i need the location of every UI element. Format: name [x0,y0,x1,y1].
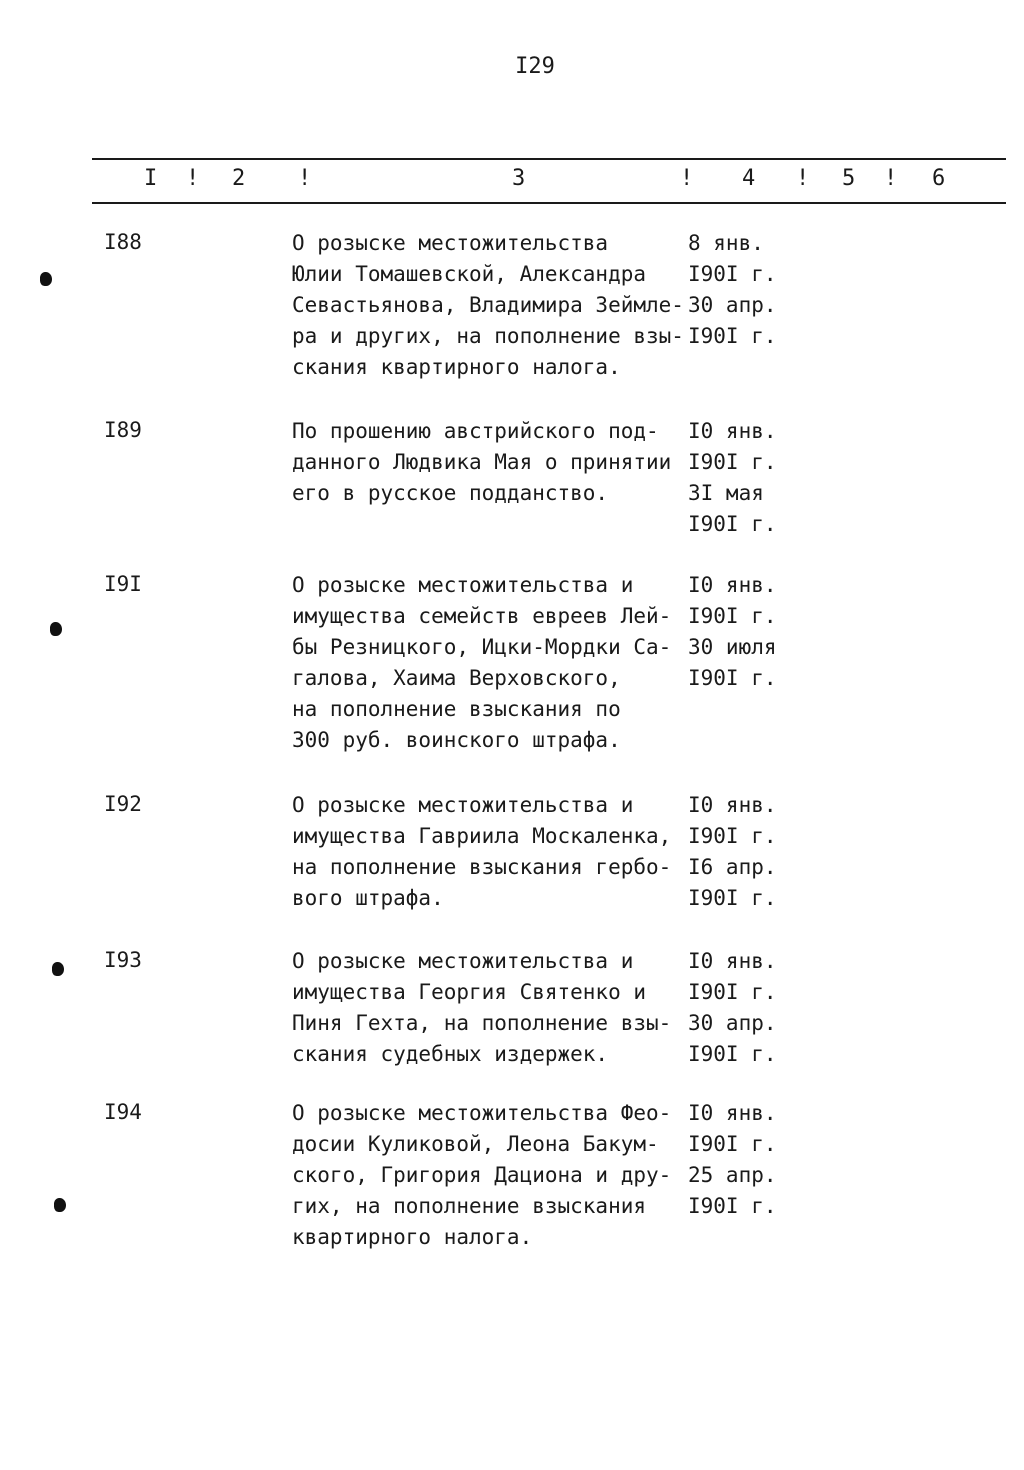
punch-hole-mark [50,622,62,636]
header-col-5: 5 [842,166,856,191]
entry-number: I89 [104,418,142,442]
header-col-2: 2 [232,166,246,191]
punch-hole-mark [40,272,52,286]
entry-number: I93 [104,948,142,972]
header-separator: ! [884,166,898,191]
header-separator: ! [298,166,312,191]
header-separator: ! [796,166,810,191]
entry-dates: I0 янв. I90I г. 30 июля I90I г. [688,573,777,690]
header-separator: ! [186,166,200,191]
page-number: I29 [515,54,555,79]
entry-description: По прошению австрийского под- данного Людвика Мая о принятии его в русское подданство. [292,419,672,505]
entry-dates: I0 янв. I90I г. 30 апр. I90I г. [688,949,777,1066]
entry-number: I9I [104,572,142,596]
entry-number: I94 [104,1100,142,1124]
table-header-rule [92,202,1006,204]
entry-number: I88 [104,230,142,254]
entry-dates: 8 янв. I90I г. 30 апр. I90I г. [688,231,777,348]
header-separator: ! [680,166,694,191]
header-col-4: 4 [742,166,756,191]
header-col-6: 6 [932,166,946,191]
entry-description: О розыске местожительства и имущества Гавриила Москаленка, на пополнение взыскания гербо- вого штрафа. [292,793,672,910]
header-col-3: 3 [512,166,526,191]
punch-hole-mark [54,1198,66,1212]
entry-number: I92 [104,792,142,816]
table-top-rule [92,158,1006,160]
entry-description: О розыске местожительства Фео- досии Куликовой, Леона Бакум- ского, Григория Дациона и дру- гих, на пополнение взыскания квартирного налога. [292,1101,672,1249]
entry-description: О розыске местожительства и имущества Георгия Святенко и Пиня Гехта, на пополнение взы- скания судебных издержек. [292,949,672,1066]
entry-dates: I0 янв. I90I г. 25 апр. I90I г. [688,1101,777,1218]
entry-dates: I0 янв. I90I г. 3I мая I90I г. [688,419,777,536]
punch-hole-mark [52,962,64,976]
entry-description: О розыске местожительства Юлии Томашевской, Александра Севастьянова, Владимира Зеймле- ра и других, на пополнение взы- скания квартирного налога. [292,231,684,379]
entry-description: О розыске местожительства и имущества семейств евреев Лей- бы Резницкого, Ицки-Мордки Са- галова, Хаима Верховского, на пополнение взыскания по 300 руб. воинского штрафа. [292,573,672,752]
entry-dates: I0 янв. I90I г. I6 апр. I90I г. [688,793,777,910]
header-col-1: I [144,166,158,191]
